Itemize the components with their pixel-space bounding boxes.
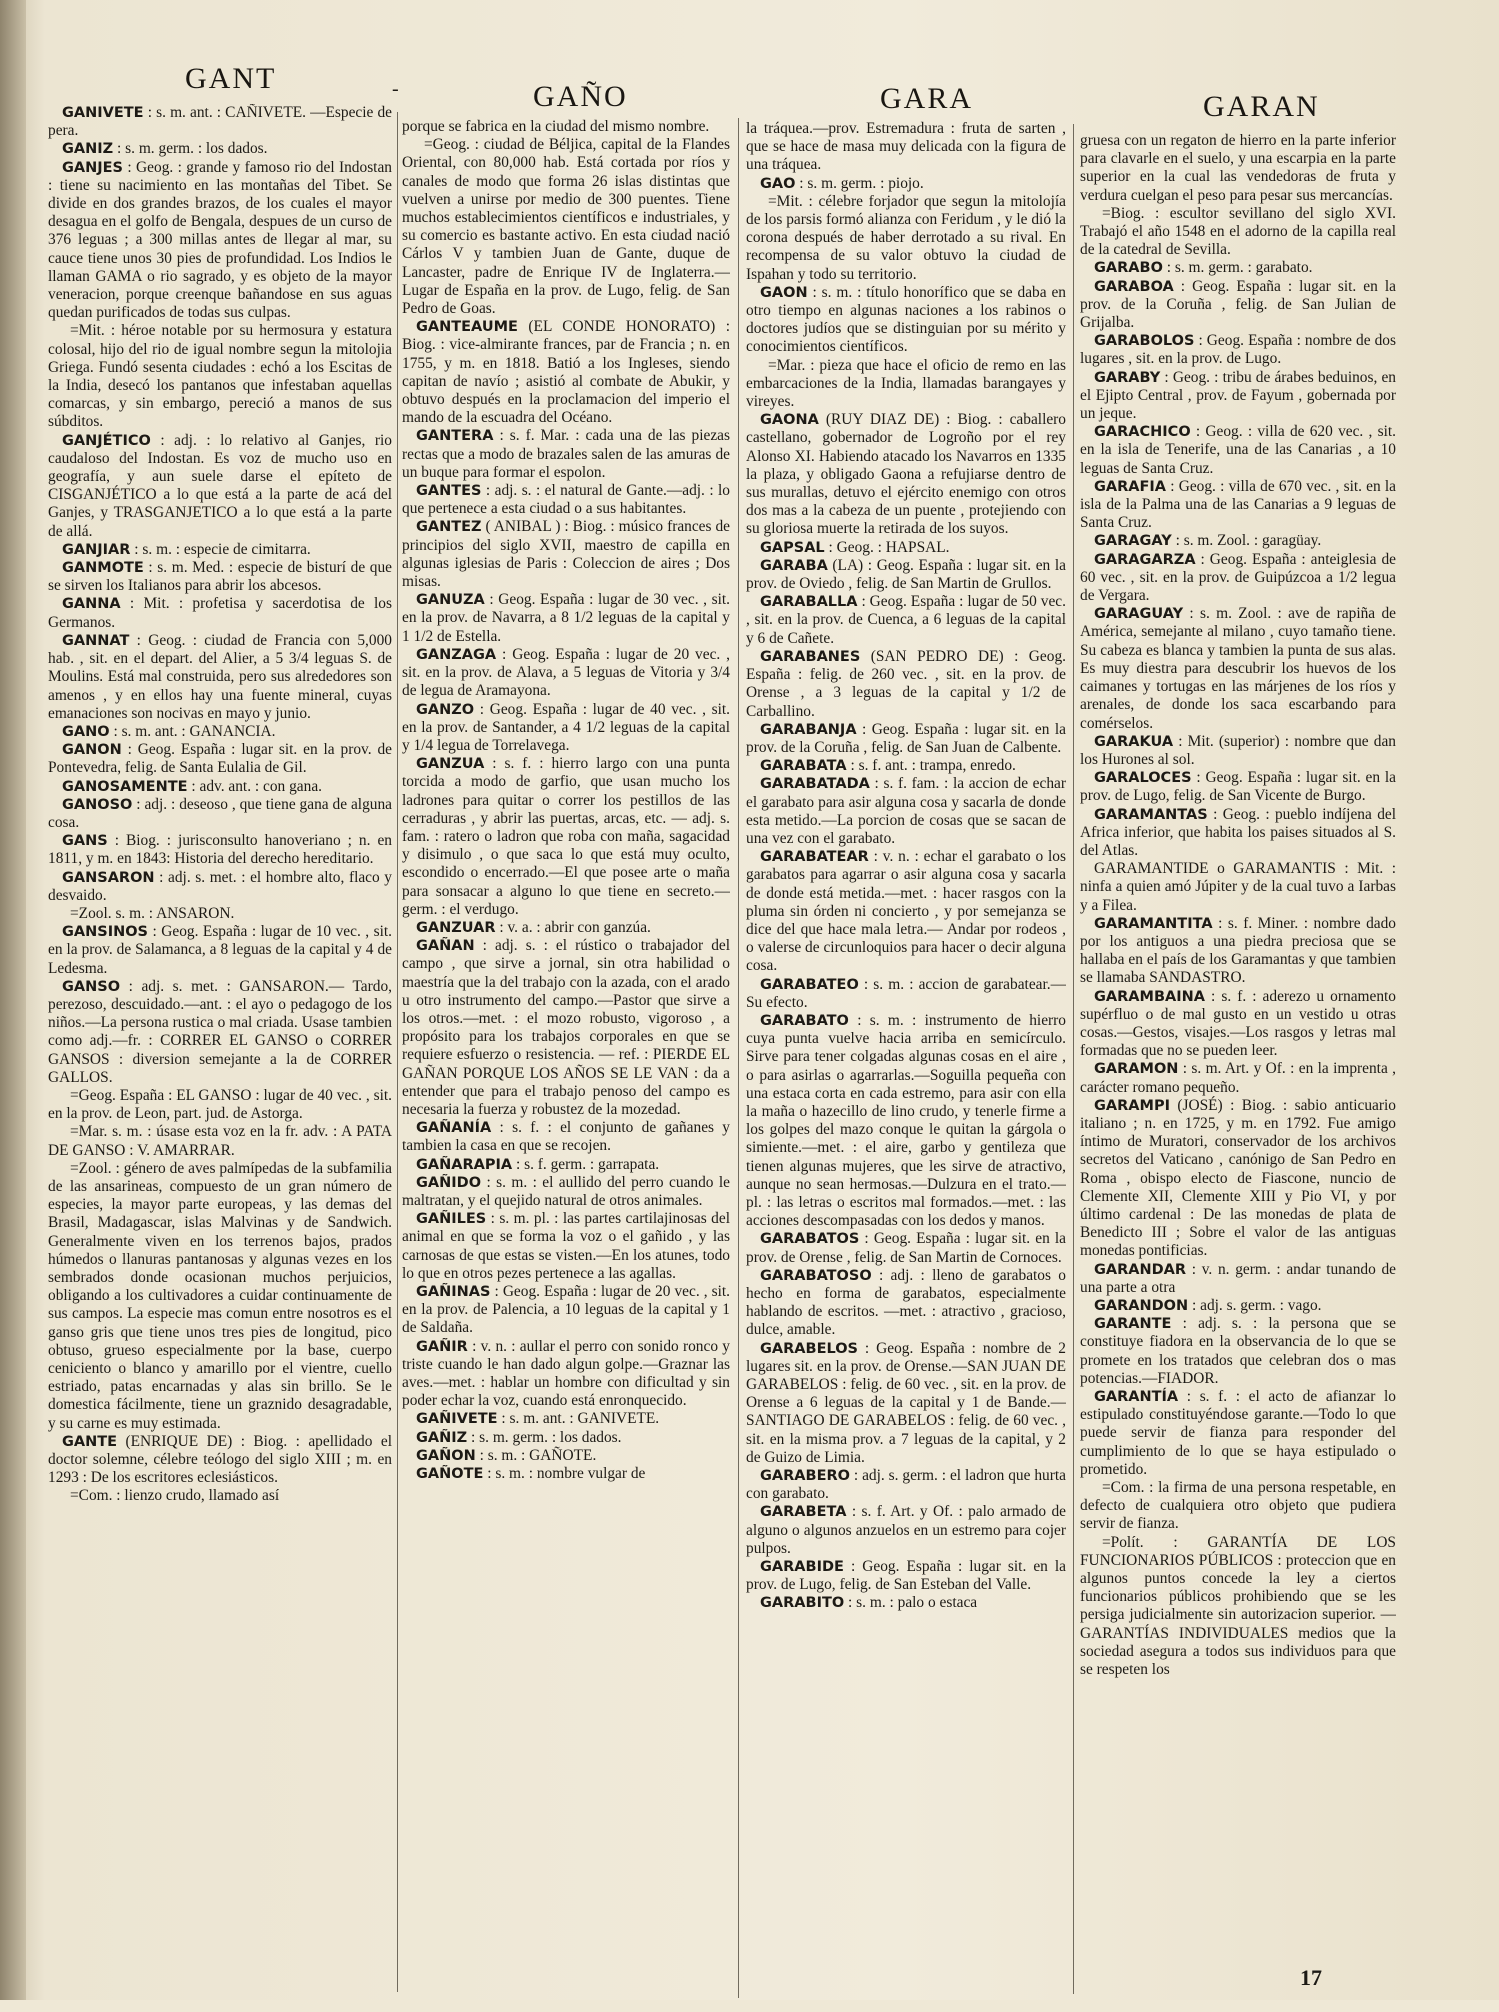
column-3 bbox=[746, 120, 1066, 2000]
dictionary-entry: GANIZ : s. m. germ. : los dados. bbox=[62, 140, 268, 158]
dictionary-entry: GARABATA : s. f. ant. : trampa, enredo. bbox=[760, 757, 1016, 775]
dictionary-entry: GANTEZ ( ANIBAL ) : Biog. : músico frances de principios del siglo XVII, maestro de capilla en algunas iglesias de Paris : Coleccion de aires ; Dos misas. bbox=[402, 518, 730, 591]
headword: GAÑIDO bbox=[416, 1174, 482, 1191]
dictionary-entry: GANIVETE : s. m. ant. : CAÑIVETE. —Especie de pera. bbox=[48, 104, 392, 140]
dictionary-entry: GARACHICO : Geog. : villa de 620 vec. , sit. en la isla de Tenerife, una de las Canarias , a 10 leguas de Santa Cruz. bbox=[1080, 423, 1396, 477]
dictionary-entry: GANJES : Geog. : grande y famoso rio del Indostan : tiene su nacimiento en las montañas del Tibet. Se divide en dos grandes brazos, de los cuales el mayor desagua en el golfo de Bengala, despues de un curso de 376 leguas ; a 300 millas antes de llegar al mar, su cauce tiene unos 30 pies de profundidad. Los Indios le llaman GAMA o rio sagrado, y es objeto de la mayor veneracion, porque creenque bañandose en sus aguas quedan purificados de todas sus culpas. bbox=[48, 158, 392, 322]
dictionary-entry: =Mit. : célebre forjador que segun la mitolojía de los parsis formó alianza con Feridum , y le dió la corona después de haber derrotado a su rival. En recompensa de su valor obtuvo la ciudad de Ispahan y todo su territorio. bbox=[746, 192, 1066, 283]
dictionary-entry: GANZO : Geog. España : lugar de 40 vec. , sit. en la prov. de Santander, a 4 1/2 leguas de la capital y 1/4 legua de Torrelavega. bbox=[402, 700, 730, 754]
headword: GANO bbox=[62, 723, 110, 740]
dictionary-entry: GARANDON : adj. s. germ. : vago. bbox=[1094, 1297, 1322, 1314]
headword: GANUZA bbox=[416, 592, 485, 609]
column-4 bbox=[1080, 132, 1396, 2012]
dictionary-entry: GAÑIZ : s. m. germ. : los dados. bbox=[416, 1428, 622, 1446]
dictionary-entry: GARABOLOS : Geog. España : nombre de dos lugares , sit. en la prov. de Lugo. bbox=[1080, 332, 1396, 368]
dictionary-entry: GAÑAN : adj. s. : el rústico o trabajador del campo , que sirve a jornal, sin otra habilidad o maestría que la del trabajo con la azada, con el arado u otro instrumento del campo.—Pastor que sirve a los otros.—met. : el mozo robusto, vigoroso , a propósito para los trabajos corporales en que se requiere esfuerzo o resistencia. — ref. : PIERDE EL GAÑAN PORQUE LOS AÑOS SE LE VAN : da a entender que para el trabajo penoso del campo es necesaria la fuerza y robustez de la mozedad. bbox=[402, 937, 730, 1118]
headword: GARALOCES bbox=[1094, 770, 1192, 787]
headword: GARABATA bbox=[760, 758, 847, 775]
dictionary-entry: =Geog. : ciudad de Béljica, capital de la Flandes Oriental, con 80,000 hab. Está cortada por ríos y canales de modo que forma 26 islas distintas que vuelven a unirse por medio de 300 puentes. Tiene muchos establecimientos científicos e industriales, y su comercio es bastante activo. En esta ciudad nació Cárlos V y tambien Juan de Gante, duque de Lancaster, padre de Enrique IV de Inglaterra.—Lugar de España en la prov. de Lugo, felig. de San Pedro de Goas. bbox=[402, 136, 730, 318]
headword: GARABATOSO bbox=[760, 1267, 872, 1284]
dictionary-entry: GANO : s. m. ant. : GANANCIA. bbox=[62, 722, 276, 740]
dictionary-entry: GAÑIR : v. n. : aullar el perro con sonido ronco y triste cuando le han dado algun golpe.—Graznar las aves.—met. : hablar un hombre con dificultad y sin poder echar la voz, cuando está enronquecido. bbox=[402, 1337, 730, 1410]
dictionary-entry: GANON : Geog. España : lugar sit. en la prov. de Pontevedra, felig. de Santa Eulalia de Gil. bbox=[48, 741, 392, 777]
headword: GARAMPI bbox=[1094, 1097, 1170, 1114]
dictionary-entry: GARAGAY : s. m. Zool. : garagüay. bbox=[1094, 532, 1322, 550]
headword: GANZAGA bbox=[416, 646, 497, 663]
column-rule bbox=[738, 118, 739, 1998]
headword: GARANDAR bbox=[1094, 1261, 1187, 1278]
headword: GANZUAR bbox=[416, 919, 496, 936]
headword: GARABATO bbox=[760, 1012, 849, 1029]
dictionary-entry: GARABATEO : s. m. : accion de garabatear.—Su efecto. bbox=[746, 975, 1066, 1011]
headword: GARAMANTITA bbox=[1094, 915, 1213, 932]
dictionary-entry: GANSARON : adj. s. met. : el hombre alto, flaco y desvaido. bbox=[48, 868, 392, 904]
headword: GAÑAN bbox=[416, 938, 475, 955]
headword: GANTE bbox=[62, 1433, 118, 1450]
dictionary-entry: GARABIDE : Geog. España : lugar sit. en la prov. de Lugo, felig. de San Esteban del Valle. bbox=[746, 1558, 1066, 1594]
headword: GARANTÍA bbox=[1094, 1389, 1179, 1406]
dictionary-entry: =Mar. s. m. : úsase esta voz en la fr. adv. : A PATA DE GANSO : V. AMARRAR. bbox=[48, 1123, 392, 1159]
headword: GARAFIA bbox=[1094, 478, 1167, 495]
dictionary-entry: GARAMBAINA : s. f. : aderezo u ornamento supérfluo o de mal gusto en un vestido u otras cosas.—Gestos, visajes.—Los rasgos y letras mal formadas que no se pueden leer. bbox=[1080, 987, 1396, 1060]
dictionary-entry: GARABATOS : Geog. España : lugar sit. en la prov. de Orense , felig. de San Martin de Cornoces. bbox=[746, 1230, 1066, 1266]
running-head-3: GARA bbox=[880, 82, 974, 115]
headword: GARABETA bbox=[760, 1504, 847, 1521]
headword: GANJÉTICO bbox=[62, 432, 151, 449]
headword: GAONA bbox=[760, 412, 819, 429]
column-1 bbox=[48, 104, 392, 1984]
dictionary-entry: GANJIAR : s. m. : especie de cimitarra. bbox=[62, 540, 311, 558]
headword: GARABITO bbox=[760, 1595, 845, 1612]
headword: GARAMANTAS bbox=[1094, 806, 1208, 823]
headword: GANTES bbox=[416, 483, 482, 500]
dictionary-entry: GANTERA : s. f. Mar. : cada una de las piezas rectas que a modo de brazales salen de las amuras de un buque para formar el espolon. bbox=[402, 427, 730, 481]
dictionary-entry: porque se fabrica en la ciudad del mismo nombre. bbox=[402, 118, 710, 135]
headword: GARABO bbox=[1094, 260, 1163, 277]
headword: GANSO bbox=[62, 978, 121, 995]
dictionary-entry: GARABO : s. m. germ. : garabato. bbox=[1094, 259, 1313, 277]
column-rule bbox=[1073, 124, 1074, 1994]
dictionary-entry: GAONA (RUY DIAZ DE) : Biog. : caballero castellano, gobernador de Logroño por el rey Alonso XI. Habiendo atacado los Navarros en 1335 la plaza, y obligado Gaona a refujiarse dentro de sus murallas, detuvo el ejército enemigo con otros dos mas a la cabeza de un puente , protejiendo con su gloriosa muerte la retirada de los suyos. bbox=[746, 411, 1066, 538]
headword: GANMOTE bbox=[62, 560, 144, 577]
headword: GAPSAL bbox=[760, 539, 825, 556]
dictionary-entry: GARAMON : s. m. Art. y Of. : en la imprenta , carácter romano pequeño. bbox=[1080, 1060, 1396, 1096]
dictionary-entry: GANZUAR : v. a. : abrir con ganzúa. bbox=[416, 918, 651, 936]
dictionary-entry: GANS : Biog. : jurisconsulto hanoveriano ; n. en 1811, y m. en 1843: Historia del derecho hereditario. bbox=[48, 832, 392, 868]
dictionary-entry: =Mit. : héroe notable por su hermosura y estatura colosal, hijo del rio de igual nombre segun la mitolojia Griega. Fundó sesenta ciudades : echó a los Escitas de la India, desecó los pantanos que infestaban aquellas comarcas, y sin embargo, pereció a manos de sus súbditos. bbox=[48, 322, 392, 431]
headword: GANZO bbox=[416, 701, 475, 718]
headword: GANJES bbox=[62, 159, 124, 176]
dictionary-entry: GANUZA : Geog. España : lugar de 30 vec. , sit. en la prov. de Navarra, a 8 1/2 leguas de la capital y 1 1/2 de Estella. bbox=[402, 591, 730, 645]
page-number: 17 bbox=[1300, 1965, 1322, 1990]
dictionary-entry: GARABERO : adj. s. germ. : el ladron que hurta con garabato. bbox=[746, 1467, 1066, 1503]
headword: GARAMON bbox=[1094, 1061, 1179, 1078]
headword: GAÑILES bbox=[416, 1211, 487, 1228]
dictionary-entry: GARABITO : s. m. : palo o estaca bbox=[760, 1594, 978, 1612]
dictionary-entry: GANNA : Mit. : profetisa y sacerdotisa de los Germanos. bbox=[48, 595, 392, 631]
headword: GAÑOTE bbox=[416, 1466, 484, 1483]
headword: GARABOLOS bbox=[1094, 333, 1195, 350]
dictionary-entry: GANOSO : adj. : deseoso , que tiene gana de alguna cosa. bbox=[48, 795, 392, 831]
running-head-1: GANT bbox=[185, 62, 277, 95]
headword: GARAGARZA bbox=[1094, 551, 1196, 568]
headword: GANOSAMENTE bbox=[62, 778, 188, 795]
dictionary-entry: GAO : s. m. germ. : piojo. bbox=[760, 174, 924, 192]
headword: GAON bbox=[760, 284, 808, 301]
dictionary-entry: GANOSAMENTE : adv. ant. : con gana. bbox=[62, 777, 322, 795]
dictionary-entry: GAPSAL : Geog. : HAPSAL. bbox=[760, 538, 950, 556]
dictionary-entry: GANJÉTICO : adj. : lo relativo al Ganjes, rio caudaloso del Indostan. Es voz de mucho uso en geografía, y aun suele darse el epíteto de CISGANJÉTICO a lo que está a la parte de acá del Ganjes, y TRASGANJETICO a lo que está a la parte de allá. bbox=[48, 431, 392, 540]
headword: GARABATEO bbox=[760, 976, 859, 993]
headword: GANON bbox=[62, 742, 122, 759]
dictionary-entry: GAÑANÍA : s. f. : el conjunto de gañanes y tambien la casa en que se recojen. bbox=[402, 1119, 730, 1155]
dictionary-entry: GAÑIVETE : s. m. ant. : GANIVETE. bbox=[416, 1410, 660, 1428]
headword: GARABERO bbox=[760, 1468, 850, 1485]
dictionary-entry: GARABY : Geog. : tribu de árabes beduinos, en el Ejipto Central , prov. de Fayum , gobernada por un jeque. bbox=[1080, 368, 1396, 423]
dictionary-entry: GARAGARZA : Geog. España : anteiglesia de 60 vec. , sit. en la prov. de Guipúzcoa a 1/2 legua de Vergara. bbox=[1080, 550, 1396, 605]
dictionary-entry: GAÑOTE : s. m. : nombre vulgar de bbox=[416, 1465, 646, 1483]
dictionary-entry: GANTES : adj. s. : el natural de Gante.—adj. : lo que pertenece a esta ciudad o a sus habitantes. bbox=[402, 482, 730, 518]
dictionary-entry: GARABATADA : s. f. fam. : la accion de echar el garabato para asir alguna cosa y sacarla de donde esta metido.—La porcion de cosas que se sacan de una vez con el garabato. bbox=[746, 775, 1066, 847]
headword: GARAGAY bbox=[1094, 533, 1172, 550]
dictionary-entry: la tráquea.—prov. Estremadura : fruta de sarten , que se hace de masa muy delicada con la figura de una tráquea. bbox=[746, 120, 1066, 174]
dictionary-entry: GAON : s. m. : título honorífico que se daba en otro tiempo en algunas naciones a los rabinos o doctores judíos que se distinguian por su mérito y conocimientos científicos. bbox=[746, 283, 1066, 356]
headword: GARABY bbox=[1094, 369, 1161, 386]
dictionary-entry: GAÑINAS : Geog. España : lugar de 20 vec. , sit. en la prov. de Palencia, a 10 leguas de la capital y 1 de Saldaña. bbox=[402, 1283, 730, 1337]
dictionary-entry: =Polít. : GARANTÍA DE LOS FUNCIONARIOS PÚBLICOS : proteccion que en algunos puntos concede la ley a ciertos funcionarios públicos prohibiendo que se les persiga judicialmente sin autorizacion superior. —GARANTÍAS INDIVIDUALES medios que la sociedad asegura a todos sus individuos para que se respeten los bbox=[1080, 1533, 1396, 1679]
head-dash: - bbox=[392, 78, 399, 100]
running-head-4: GARAN bbox=[1203, 90, 1320, 123]
running-head-2: GAÑO bbox=[533, 80, 628, 113]
headword: GAÑIZ bbox=[416, 1429, 468, 1446]
headword: GARABATOS bbox=[760, 1231, 860, 1248]
dictionary-entry: GAÑILES : s. m. pl. : las partes cartilajinosas del animal en que se forma la voz o el gañido , y las carnosas de que estas se visten.—En los atunes, todo lo que en otros pezes pertenece a las agallas. bbox=[402, 1210, 730, 1282]
dictionary-entry: GARABA (LA) : Geog. España : lugar sit. en la prov. de Oviedo , felig. de San Martin de Grullos. bbox=[746, 556, 1066, 593]
dictionary-entry: GANZAGA : Geog. España : lugar de 20 vec. , sit. en la prov. de Alava, a 5 leguas de Vitoria y 3/4 de legua de Aramayona. bbox=[402, 645, 730, 700]
dictionary-entry: GARANTE : adj. s. : la persona que se constituye fiadora en la observancia de lo que se promete en los tratados que celebran dos o mas potencias.—FIADOR. bbox=[1080, 1315, 1396, 1387]
headword: GAO bbox=[760, 175, 796, 192]
dictionary-entry: =Biog. : escultor sevillano del siglo XVI. Trabajó el año 1548 en el adorno de la capilla real de la catedral de Sevilla. bbox=[1080, 204, 1396, 259]
headword: GARABIDE bbox=[760, 1559, 844, 1576]
dictionary-entry: GARABATEAR : v. n. : echar el garabato o los garabatos para agarrar o asir alguna cosa y sacarla de donde está metida.—met. : hacer rasgos con la pluma sin órden ni concierto , y por semejanza se dice del que hace mala letra.— Andar por rodeos , o valerse de circunloquios para hacer o decir alguna cosa. bbox=[746, 848, 1066, 975]
headword: GANTERA bbox=[416, 428, 494, 445]
column-2 bbox=[402, 118, 730, 1998]
headword: GARANTE bbox=[1094, 1316, 1172, 1333]
dictionary-entry: =Mar. : pieza que hace el oficio de remo en las embarcaciones de la India, llamadas barangayes y vireyes. bbox=[746, 356, 1066, 411]
dictionary-entry: GARABATO : s. m. : instrumento de hierro cuya punta vuelve hacia arriba en semicírculo. Sirve para tener colgadas algunas cosas en el aire , o para asirlas o agarrarlas.—Soguilla pequeña con una estaca corta en cada estremo, para asir con ella la maña o hazecillo de lino crudo, y tenerle firme a los golpes del mazo conque le quitan la gárgola o simiente.—met. : el aire, garbo y gentileza que tienen algunas mujeres, que les sirve de atractivo, aunque no sean hermosas.—Dulzura en el trato.—pl. : las letras o escritos mal formados.—met. : las acciones descompasadas con los dedos y manos. bbox=[746, 1011, 1066, 1230]
dictionary-entry: GARABALLA : Geog. España : lugar de 50 vec. , sit. en la prov. de Cuenca, a 6 leguas de la capital y 6 de Cañete. bbox=[746, 593, 1066, 647]
headword: GARAKUA bbox=[1094, 733, 1174, 750]
headword: GARANDON bbox=[1094, 1298, 1189, 1314]
dictionary-entry: GARAMANTIDE o GARAMANTIS : Mit. : ninfa a quien amó Júpiter y de la cual tuvo a Iarbas y a Filea. bbox=[1080, 860, 1396, 914]
headword: GARACHICO bbox=[1094, 424, 1191, 441]
headword: GARABOA bbox=[1094, 278, 1174, 295]
headword: GANSINOS bbox=[62, 924, 149, 941]
dictionary-entry: gruesa con un regaton de hierro en la parte inferior para clavarle en el suelo, y una escarpia en la parte superior en la cual las vendedoras de fruta y verdura cuelgan el peso para pesar sus mercancías. bbox=[1080, 132, 1396, 204]
headword: GARABATADA bbox=[760, 776, 870, 793]
dictionary-entry: GARALOCES : Geog. España : lugar sit. en la prov. de Lugo, felig. de San Vicente de Burgo. bbox=[1080, 769, 1396, 805]
dictionary-entry: GARANDAR : v. n. germ. : andar tunando de una parte a otra bbox=[1080, 1260, 1396, 1296]
dictionary-entry: GANTE (ENRIQUE DE) : Biog. : apellidado el doctor solemne, célebre teólogo del siglo XIII ; m. en 1293 : De los escritores eclesiásticos. bbox=[48, 1432, 392, 1487]
headword: GARABANES bbox=[760, 648, 861, 665]
dictionary-entry: GARABOA : Geog. España : lugar sit. en la prov. de la Coruña , felig. de San Julian de Grijalba. bbox=[1080, 277, 1396, 332]
headword: GANOSO bbox=[62, 796, 133, 813]
headword: GARABA bbox=[760, 557, 828, 574]
headword: GARABATEAR bbox=[760, 849, 869, 866]
headword: GARABALLA bbox=[760, 594, 858, 611]
dictionary-entry: =Geog. España : EL GANSO : lugar de 40 vec. , sit. en la prov. de Leon, part. jud. de Astorga. bbox=[48, 1086, 392, 1123]
headword: GANNAT bbox=[62, 632, 130, 649]
dictionary-entry: GARAMPI (JOSÉ) : Biog. : sabio anticuario italiano ; n. en 1725, y m. en 1792. Fue amigo íntimo de Muratori, conservador de los archivos secretos del Vaticano , canónigo de San Pedro en Roma , obispo electo de Fiascone, nuncio de Clemente XII, Clemente XIII y Pio VI, y por último cardenal : De las monedas de plata de Benedicto III ; Sobre el valor de las antiguas monedas pontificias. bbox=[1080, 1096, 1396, 1260]
column-rule bbox=[397, 112, 398, 1992]
dictionary-entry: GANTEAUME (EL CONDE HONORATO) : Biog. : vice-almirante frances, par de Francia ; n. en 1755, y m. en 1818. Batió a los Ingleses, siendo capitan de navío ; asistió al combate de Abukir, y obtuvo después en la proclamacion del imperio el mando de la escuadra del Océano. bbox=[402, 318, 730, 427]
dictionary-entry: GANZUA : s. f. : hierro largo con una punta torcida a modo de garfio, que usan mucho los ladrones para quitar o correr los pestillos de las cerraduras , y abrir las puertas, arcas, etc. — adj. s. fam. : ratero o ladron que roba con maña, sagacidad y disimulo , o que saca lo que está muy oculto, escondido o encerrado.—El que posee arte o maña para sonsacar a alguno lo que tiene en secreto.—germ. : el verdugo. bbox=[402, 755, 730, 918]
dictionary-entry: =Zool. : género de aves palmípedas de la subfamilia de las ansarineas, compuesto de un gran número de especies, la mayor parte europeas, y las demas del Brasil, Madagascar, islas Malvinas y de Sandwich. Generalmente viven en los terrenos bajos, prados húmedos o llanuras pantanosas y algunas vezes en los sembrados donde ocasionan muchos perjuicios, obligando a los cultivadores a cuidar continuamente de sus campos. La especie mas comun entre nosotros es el ganso gris que tiene unos tres pies de longitud, pico obtuso, grueso especialmente por la base, cuerpo ceniciento o blanco y amarillo por el vientre, cuello estriado, patas encarnadas y alas sin brillo. Se le domestica fácilmente, tiene un graznido desagradable, y su carne es muy estimada. bbox=[48, 1159, 392, 1432]
headword: GAÑON bbox=[416, 1447, 476, 1464]
dictionary-entry: GAÑON : s. m. : GAÑOTE. bbox=[416, 1446, 597, 1464]
headword: GANTEAUME bbox=[416, 319, 518, 336]
headword: GARAMBAINA bbox=[1094, 988, 1205, 1005]
dictionary-entry: GANMOTE : s. m. Med. : especie de bisturí de que se sirven los Italianos para abrir los abcesos. bbox=[48, 559, 392, 595]
headword: GANIZ bbox=[62, 141, 114, 158]
dictionary-entry: GARABANES (SAN PEDRO DE) : Geog. España : felig. de 260 vec. , sit. en la prov. de Orense , a 3 leguas de la capital y 1/2 de Carballino. bbox=[746, 647, 1066, 720]
dictionary-entry: GARABATOSO : adj. : lleno de garabatos o hecho en forma de garabatos, especialmente hablando de escritos. —met. : atractivo , gracioso, dulce, amable. bbox=[746, 1266, 1066, 1339]
headword: GAÑIVETE bbox=[416, 1411, 498, 1428]
headword: GARABANJA bbox=[760, 721, 857, 738]
headword: GAÑANÍA bbox=[416, 1120, 492, 1137]
dictionary-entry: =Zool. s. m. : ANSARON. bbox=[70, 904, 235, 922]
binding-fold bbox=[0, 0, 26, 2000]
headword: GAÑINAS bbox=[416, 1284, 491, 1300]
dictionary-entry: =Com. : lienzo crudo, llamado así bbox=[70, 1487, 280, 1505]
headword: GAÑARAPIA bbox=[416, 1156, 513, 1173]
headword: GANNA bbox=[62, 596, 121, 613]
headword: GANJIAR bbox=[62, 541, 131, 558]
dictionary-entry: GARAMANTAS : Geog. : pueblo indíjena del Africa inferior, que habita los paises situados al S. del Atlas. bbox=[1080, 805, 1396, 859]
dictionary-entry: GARANTÍA : s. f. : el acto de afianzar lo estipulado constituyéndose garante.—Todo lo que puede servir de fianza para responder del cumplimiento de lo que se haya estipulado o prometido. bbox=[1080, 1388, 1396, 1478]
dictionary-entry: GARABELOS : Geog. España : nombre de 2 lugares sit. en la prov. de Orense.—SAN JUAN DE GARABELOS : felig. de 60 vec. , sit. en la prov. de Orense a 6 leguas de la capital y 1 de Bande.— SANTIAGO DE GARABELOS : felig. de 60 vec. , sit. en la misma prov. a 7 leguas de la capital, y 2 de Guizo de Limia. bbox=[746, 1339, 1066, 1466]
dictionary-entry: GANNAT : Geog. : ciudad de Francia con 5,000 hab. , sit. en el depart. del Alier, a 5 3/4 leguas S. de Moulins. Está mal construida, pero sus alrededores son amenos , y en ellos hay una fuente mineral, cuyas emanaciones son nocivas en mayo y junio. bbox=[48, 631, 392, 722]
headword: GAÑIR bbox=[416, 1338, 468, 1355]
dictionary-entry: GAÑIDO : s. m. : el aullido del perro cuando le maltratan, y el quejido natural de otros animales. bbox=[402, 1173, 730, 1209]
dictionary-entry: =Com. : la firma de una persona respetable, en defecto de cualquiera otro objeto que pudiera servir de fianza. bbox=[1080, 1479, 1396, 1533]
headword: GANS bbox=[62, 833, 108, 850]
dictionary-entry: GARAMANTITA : s. f. Miner. : nombre dado por los antiguos a una piedra preciosa que se hallaba en el país de los Garamantas y que tambien se llamaba SANDASTRO. bbox=[1080, 914, 1396, 987]
headword: GANZUA bbox=[416, 756, 485, 773]
headword: GARAGUAY bbox=[1094, 606, 1184, 623]
dictionary-entry: GARABETA : s. f. Art. y Of. : palo armado de alguno o algunos anzuelos en un estremo para cojer pulpos. bbox=[746, 1503, 1066, 1557]
dictionary-entry: GANSO : adj. s. met. : GANSARON.— Tardo, perezoso, descuidado.—ant. : el ayo o pedagogo de los niños.—La persona rustica o mal criada. Usase tambien como adj.—fr. : CORRER EL GANSO o CORRER GANSOS : diversion semejante a la de CORRER GALLOS. bbox=[48, 977, 392, 1086]
dictionary-entry: GANSINOS : Geog. España : lugar de 10 vec. , sit. en la prov. de Salamanca, a 8 leguas de la capital y 4 de Ledesma. bbox=[48, 923, 392, 977]
headword: GANIVETE bbox=[62, 105, 144, 121]
dictionary-entry: GARAGUAY : s. m. Zool. : ave de rapiña de América, semejante al milano , cuyo tamaño tiene. Su cabeza es blanca y tambien la punta de sus alas. Es muy diestra para descubrir los huevos de los caimanes y tortugas en las márjenes de los ríos y arenales, de donde los saca escarbando para comérselos. bbox=[1080, 605, 1396, 732]
dictionary-entry: GARAKUA : Mit. (superior) : nombre que dan los Hurones al sol. bbox=[1080, 732, 1396, 768]
headword: GARABELOS bbox=[760, 1340, 858, 1357]
dictionary-entry: GARAFIA : Geog. : villa de 670 vec. , sit. en la isla de la Palma una de las Canarias a 9 leguas de Santa Cruz. bbox=[1080, 477, 1396, 532]
dictionary-entry: GARABANJA : Geog. España : lugar sit. en la prov. de la Coruña , felig. de San Juan de Calbente. bbox=[746, 720, 1066, 756]
headword: GANTEZ bbox=[416, 519, 482, 536]
dictionary-entry: GAÑARAPIA : s. f. germ. : garrapata. bbox=[416, 1155, 660, 1173]
headword: GANSARON bbox=[62, 869, 155, 886]
